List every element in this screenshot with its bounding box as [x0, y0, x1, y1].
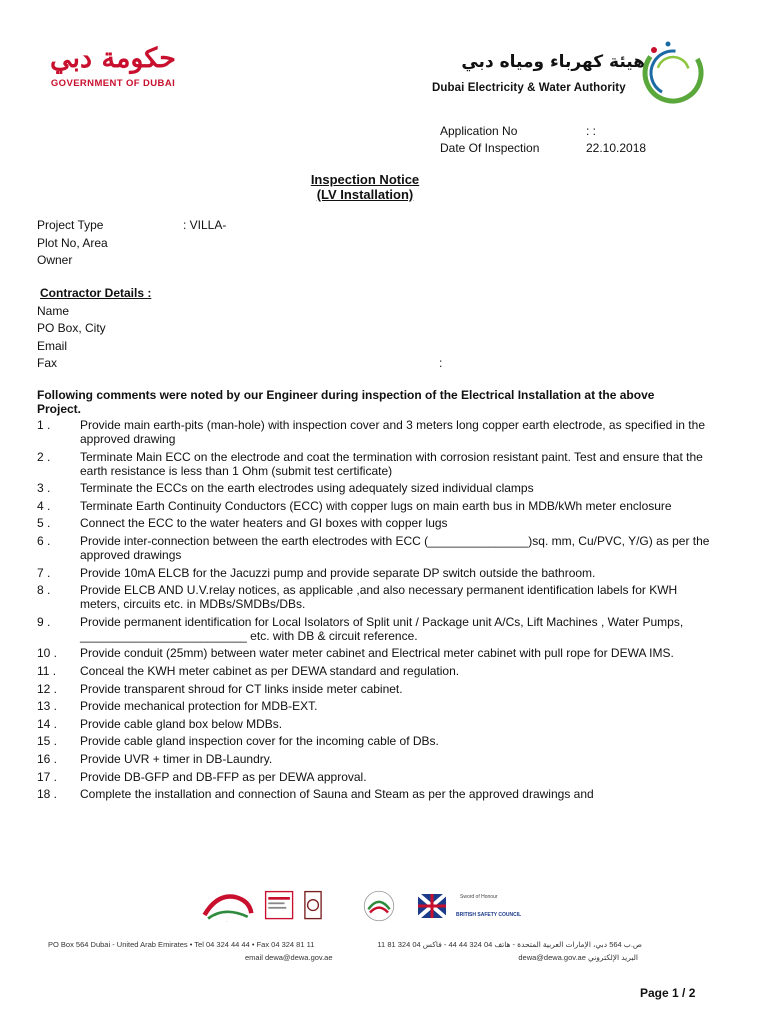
comments-intro: Following comments were noted by our Engineer during inspection of the Electrical Installation at the above Project.	[37, 388, 655, 416]
list-item	[37, 682, 717, 696]
dewa-english-name: Dubai Electricity & Water Authority	[432, 82, 626, 94]
page-number: Page 1 / 2	[640, 986, 696, 1000]
dewa-arabic-name: هيئة كهرباء ومياه دبي	[461, 52, 645, 72]
list-item	[37, 481, 717, 495]
government-of-dubai-logo	[48, 42, 178, 89]
date-of-inspection-label: Date Of Inspection	[440, 141, 540, 155]
list-item	[37, 646, 717, 660]
contractor-fax-value: :	[439, 356, 443, 370]
address-english: PO Box 564 Dubai - United Arab Emirates • Tel 04 324 44 44 • Fax 04 324 81 11	[48, 940, 315, 949]
item-number: 10 .	[37, 646, 58, 661]
item-number: 15 .	[37, 734, 58, 749]
contractor-pobox-label: PO Box, City	[37, 321, 106, 335]
item-number: 6 .	[37, 533, 51, 548]
item-number: 2 .	[37, 449, 51, 464]
list-item	[37, 583, 717, 611]
item-text: Complete the installation and connection of Sauna and Steam as per the approved drawings and	[80, 787, 594, 802]
item-number: 7 .	[37, 565, 51, 580]
list-item	[37, 787, 717, 801]
list-item	[37, 752, 717, 766]
item-text: Provide cable gland box below MDBs.	[80, 716, 283, 731]
contractor-fax-label: Fax	[37, 356, 58, 370]
contractor-details-heading: Contractor Details :	[40, 286, 152, 300]
item-text: Provide ELCB AND U.V.relay notices, as applicable ,and also necessary permanent identification labels for KWH meters, circuits etc. in MDBs/SMDBs/DBs.	[80, 583, 678, 612]
item-text: Provide UVR + timer in DB-Laundry.	[80, 751, 273, 766]
dewa-logo	[418, 40, 718, 110]
item-number: 1 .	[37, 418, 51, 432]
plot-area-label: Plot No, Area	[37, 236, 108, 250]
item-text: Conceal the KWH meter cabinet as per DEWA standard and regulation.	[80, 663, 460, 678]
british-safety-council-label: BRITISH SAFETY COUNCIL	[456, 912, 522, 918]
item-text: Provide conduit (25mm) between water meter cabinet and Electrical meter cabinet with pull rope for DEWA IMS.	[80, 646, 674, 661]
item-number: 11 .	[37, 663, 57, 678]
list-item	[37, 566, 717, 580]
item-text: Provide permanent identification for Local Isolators of Split unit / Package unit A/Cs, Lift Machines , Water Pumps, _________________________ etc. with DB & circuit reference.	[80, 614, 684, 643]
application-no-label: Application No	[440, 124, 518, 138]
item-number: 5 .	[37, 516, 51, 531]
dubai-government-excellence-icon	[356, 888, 402, 924]
project-type-value: : VILLA-	[183, 218, 227, 232]
item-text: Terminate Earth Continuity Conductors (ECC) with copper lugs on main earth bus in MDB/kWh meter enclosure	[80, 498, 672, 513]
comment-list	[37, 418, 717, 805]
item-number: 12 .	[37, 681, 58, 696]
list-item	[37, 534, 717, 562]
list-item	[37, 699, 717, 713]
notice-subtitle: (LV Installation)	[316, 187, 414, 202]
gov-english-name: GOVERNMENT OF DUBAI	[50, 78, 176, 89]
item-number: 14 .	[37, 716, 58, 731]
item-number: 17 .	[37, 769, 58, 784]
list-item	[37, 664, 717, 678]
sword-of-honour-label: Sword of Honour	[460, 894, 498, 900]
item-text: Provide inter-connection between the earth electrodes with ECC (_______________)sq. mm, Cu/PVC, Y/G) as per the approved drawings	[80, 533, 710, 562]
item-text: Provide main earth-pits (man-hole) with inspection cover and 3 meters long copper earth electrode, as specified in the approved drawing	[80, 418, 705, 446]
date-of-inspection-value: 22.10.2018	[586, 141, 647, 155]
item-text: Provide cable gland inspection cover for the incoming cable of DBs.	[80, 734, 439, 749]
svg-text:·: ·	[226, 920, 228, 924]
address-arabic: ص.ب 564 دبي، الإمارات العربية المتحدة - هاتف 04 324 44 44 - فاكس 04 324 81 11	[377, 940, 642, 949]
item-text: Provide DB-GFP and DB-FFP as per DEWA approval.	[80, 769, 367, 784]
list-item	[37, 770, 717, 784]
list-item	[37, 734, 717, 748]
list-item	[37, 499, 717, 513]
list-item	[37, 418, 717, 446]
list-item	[37, 516, 717, 530]
email-english: email dewa@dewa.gov.ae	[245, 953, 333, 962]
list-item	[37, 615, 717, 643]
item-number: 9 .	[37, 614, 51, 629]
owner-label: Owner	[37, 253, 73, 267]
project-type-label: Project Type	[37, 218, 104, 232]
item-text: Provide mechanical protection for MDB-EXT.	[80, 699, 318, 714]
item-number: 18 .	[37, 787, 58, 802]
item-number: 16 .	[37, 751, 58, 766]
dewa-emblem-icon	[640, 40, 706, 106]
iso-certification-icon	[262, 888, 298, 924]
item-text: Terminate the ECCs on the earth electrodes using adequately sized individual clamps	[80, 481, 534, 496]
gov-arabic-logotype: حكومة دبي	[50, 43, 176, 74]
contractor-email-label: Email	[37, 339, 68, 353]
item-text: Terminate Main ECC on the electrode and coat the termination with corrosion resistant paint. Test and ensure that the earth resistance is less than 1 Ohm (submit test certificate)	[80, 449, 703, 478]
contractor-name-label: Name	[37, 304, 70, 318]
list-item	[37, 717, 717, 731]
notice-title: Inspection Notice	[310, 172, 420, 187]
item-number: 4 .	[37, 498, 51, 513]
list-item	[37, 450, 717, 478]
british-safety-council-emblem-icon	[414, 888, 454, 924]
item-number: 8 .	[37, 583, 51, 598]
item-text: Provide transparent shroud for CT links inside meter cabinet.	[80, 681, 403, 696]
item-number: 13 .	[37, 699, 58, 714]
dubai-quality-award-icon	[196, 888, 258, 924]
item-text: Provide 10mA ELCB for the Jacuzzi pump and provide separate DP switch outside the bathroom.	[80, 565, 596, 580]
bureau-veritas-icon	[302, 888, 324, 924]
email-arabic: dewa@dewa.gov.ae البريد الإلكتروني	[518, 953, 638, 962]
item-number: 3 .	[37, 481, 51, 496]
application-no-value: : :	[586, 124, 597, 138]
item-text: Connect the ECC to the water heaters and GI boxes with copper lugs	[80, 516, 448, 531]
